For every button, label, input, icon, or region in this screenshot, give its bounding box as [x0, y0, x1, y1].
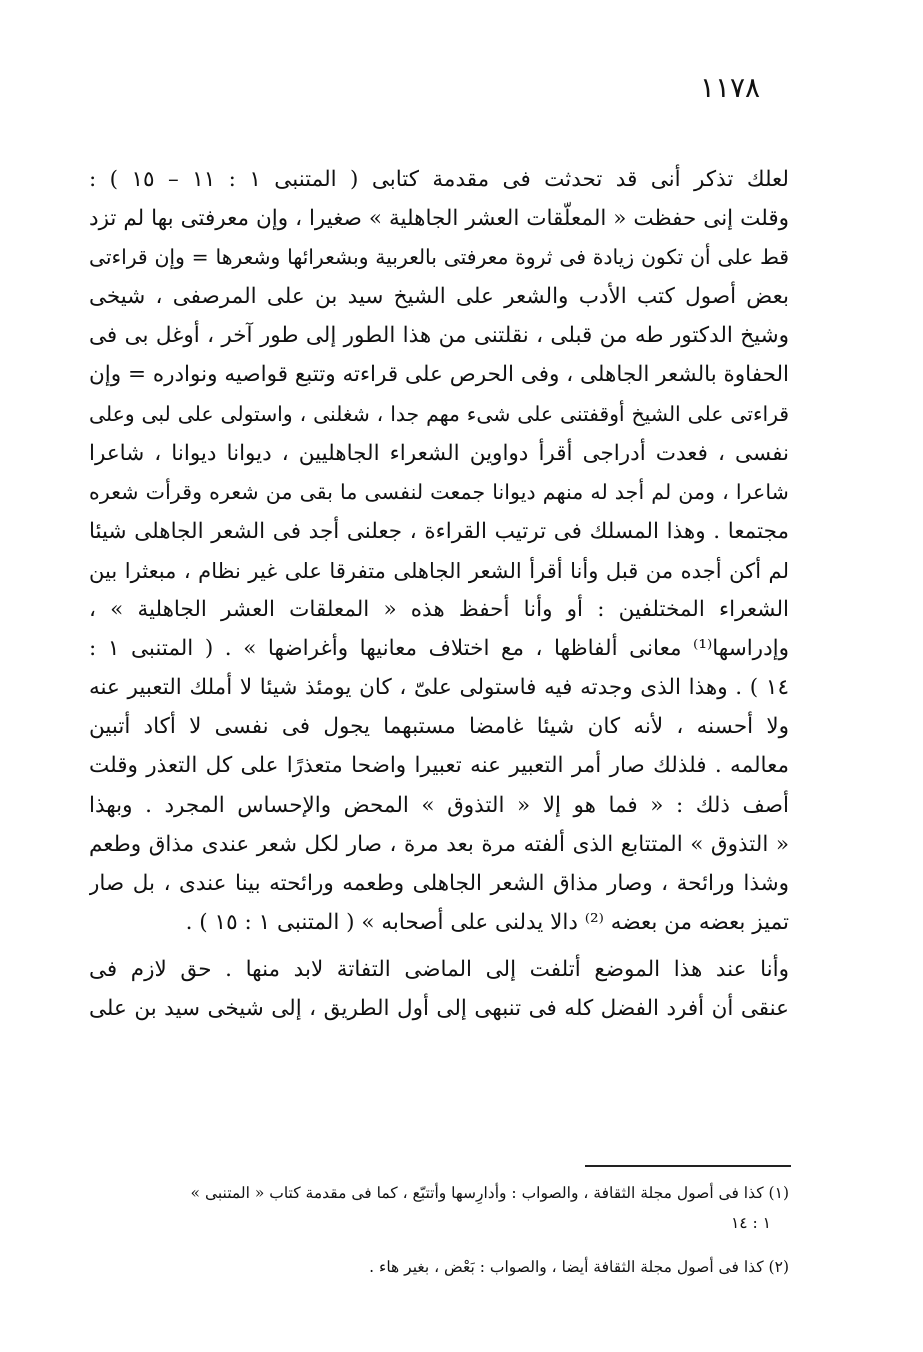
text-line: وقلت إنى حفظت « المعلّقات العشر الجاهلية » صغيرا ، وإن معرفتى بها لم تزد [89, 206, 789, 232]
text-line: « التذوق » المتتابع الذى ألفته مرة بعد مرة ، صار لكل شعر عندى مذاق وطعم [89, 831, 789, 857]
footnotes [129, 1178, 789, 1282]
text-line: قراءتى على الشيخ أوقفتنى على شىء مهم جدا ، شغلنى ، واستولى على لبى وعلى [89, 401, 789, 426]
body-text [89, 160, 789, 1028]
text-line: أصف ذلك : « فما هو إلا « التذوق » المحض والإحساس المجرد . وبهذا [89, 792, 789, 818]
text-line: عنقى أن أفرد الفضل كله فى تنبهى إلى أول الطريق ، إلى شيخى سيد بن على [89, 995, 789, 1021]
footnote-separator [585, 1165, 791, 1167]
footnote-gap [129, 1238, 789, 1252]
text-line: وإدراسها⁽¹⁾ معانى ألفاظها ، مع اختلاف معانيها وأغراضها » . ( المتنبى ١ : [89, 636, 789, 662]
text-line: وشيخ الدكتور طه من قبلى ، نقلتنى من هذا الطور إلى طور آخر ، أوغل بى فى [89, 323, 789, 349]
text-line: ولا أحسنه ، لأنه كان شيئا غامضا مستبهما يجول فى نفسى لا أكاد أتبين [89, 714, 789, 740]
page-number: ١١٧٨ [699, 71, 761, 104]
paragraph-gap [89, 942, 789, 950]
text-line: قط على أن تكون زيادة فى ثروة معرفتى بالعربية وبشعرائها وشعرها = وإن قراءتى [89, 245, 789, 270]
text-line: بعض أصول كتب الأدب والشعر على الشيخ سيد بن على المرصفى ، شيخى [89, 284, 789, 310]
text-line: الشعراء المختلفين : أو وأنا أحفظ هذه « المعلقات العشر الجاهلية » ، [89, 597, 789, 623]
text-line: وأنا عند هذا الموضع أتلفت إلى الماضى التفاتة لابد منها . حق لازم فى [89, 956, 789, 982]
text-line: تميز بعضه من بعضه ⁽²⁾ دالا يدلنى على أصحابه » ( المتنبى ١ : ١٥ ) . [185, 909, 789, 935]
text-line: ١٤ ) . وهذا الذى وجدته فيه فاستولى علىّ ، كان يومئذ شيئا لا أملك التعبير عنه [89, 675, 789, 701]
text-line: مجتمعا . وهذا المسلك فى ترتيب القراءة ، جعلنى أجد فى الشعر الجاهلى شيئا [89, 518, 789, 544]
text-line: وشذا ورائحة ، وصار مذاق الشعر الجاهلى وطعمه ورائحته بينا عندى ، بل صار [89, 870, 789, 896]
text-line: لم أكن أجده من قبل وأنا أقرأ الشعر الجاهلى متفرقا على غير نظام ، مبعثرا بين [89, 557, 789, 583]
text-line: الحفاوة بالشعر الجاهلى ، وفى الحرص على قراءته وتتبع قواصيه ونوادره = وإن [89, 362, 789, 388]
footnote-1: (١) كذا فى أصول مجلة الثقافة ، والصواب : وأدارِسها وأتتبّع ، كما فى مقدمة كتاب « المتنبى » [190, 1184, 789, 1202]
footnote-1-continuation: ١ : ١٤ [730, 1214, 771, 1232]
text-line: نفسى ، فعدت أدراجى أقرأ دواوين الشعراء الجاهليين ، ديوانا ديوانا ، شاعرا [89, 440, 789, 466]
text-line: لعلك تذكر أنى قد تحدثت فى مقدمة كتابى ( المتنبى ١ : ١١ – ١٥ ) : [89, 167, 789, 192]
text-line: معالمه . فلذلك صار أمر التعبير عنه تعبيرا واضحا متعذرًا على كل التعذر وقلت [89, 753, 789, 779]
footnote-2: (٢) كذا فى أصول مجلة الثقافة أيضا ، والصواب : بَعْض ، بغير هاء . [369, 1258, 789, 1276]
text-line: شاعرا ، ومن لم أجد له منهم ديوانا جمعت لنفسى ما بقى من شعره وقرأت شعره [89, 479, 789, 504]
